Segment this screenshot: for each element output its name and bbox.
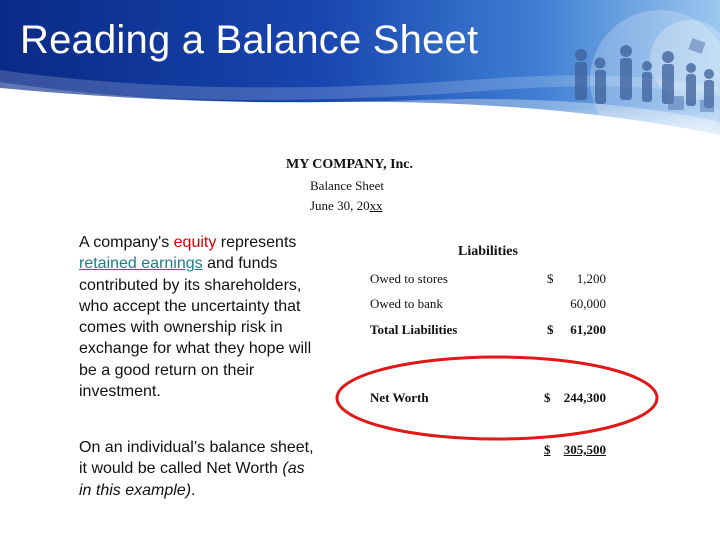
p2-italic-note: (as in this example)	[79, 460, 305, 499]
grand-total-amount: 305,500	[563, 442, 606, 457]
liabilities-heading: Liabilities	[458, 244, 518, 259]
row-label-bank: Owed to bank	[370, 296, 443, 311]
row-currency-stores: $	[547, 271, 554, 286]
equity-paragraph	[79, 232, 321, 402]
equity-term: equity	[173, 234, 217, 251]
sheet-date-suffix: xx	[369, 198, 383, 213]
row-label-stores: Owed to stores	[370, 271, 448, 286]
slide-title: Reading a Balance Sheet	[20, 18, 479, 62]
p2-text-start: On an individual’s balance sheet, it would be called Net Worth	[79, 439, 314, 478]
p1-text-mid: represents	[216, 234, 297, 251]
net-worth-highlight-oval	[332, 352, 666, 446]
sheet-date	[310, 198, 383, 214]
sheet-subtitle: Balance Sheet	[310, 178, 384, 193]
row-amount-bank: 60,000	[570, 296, 606, 311]
grand-total-currency: $	[544, 442, 551, 457]
company-name: MY COMPANY, Inc.	[286, 157, 414, 172]
p1-text-start: A company's	[79, 234, 174, 251]
row-currency-net-worth: $	[544, 390, 551, 405]
p2-text-end: .	[191, 481, 196, 499]
net-worth-paragraph	[79, 437, 321, 501]
title-banner	[0, 0, 720, 150]
row-label-net-worth: Net Worth	[370, 390, 429, 405]
row-amount-total-liabilities: 61,200	[570, 322, 606, 337]
sheet-date-prefix: June 30, 20	[310, 198, 370, 213]
row-label-total-liabilities: Total Liabilities	[370, 322, 458, 337]
row-currency-total-liabilities: $	[547, 322, 554, 337]
p1-text-end: and funds contributed by its shareholders, who accept the uncertainty that comes with ownership risk in exchange for what they hope will be a good return on their investment.	[79, 255, 312, 401]
row-amount-net-worth: 244,300	[563, 390, 606, 405]
retained-earnings-link[interactable]: retained earnings	[79, 255, 203, 273]
row-amount-stores: 1,200	[576, 271, 606, 286]
